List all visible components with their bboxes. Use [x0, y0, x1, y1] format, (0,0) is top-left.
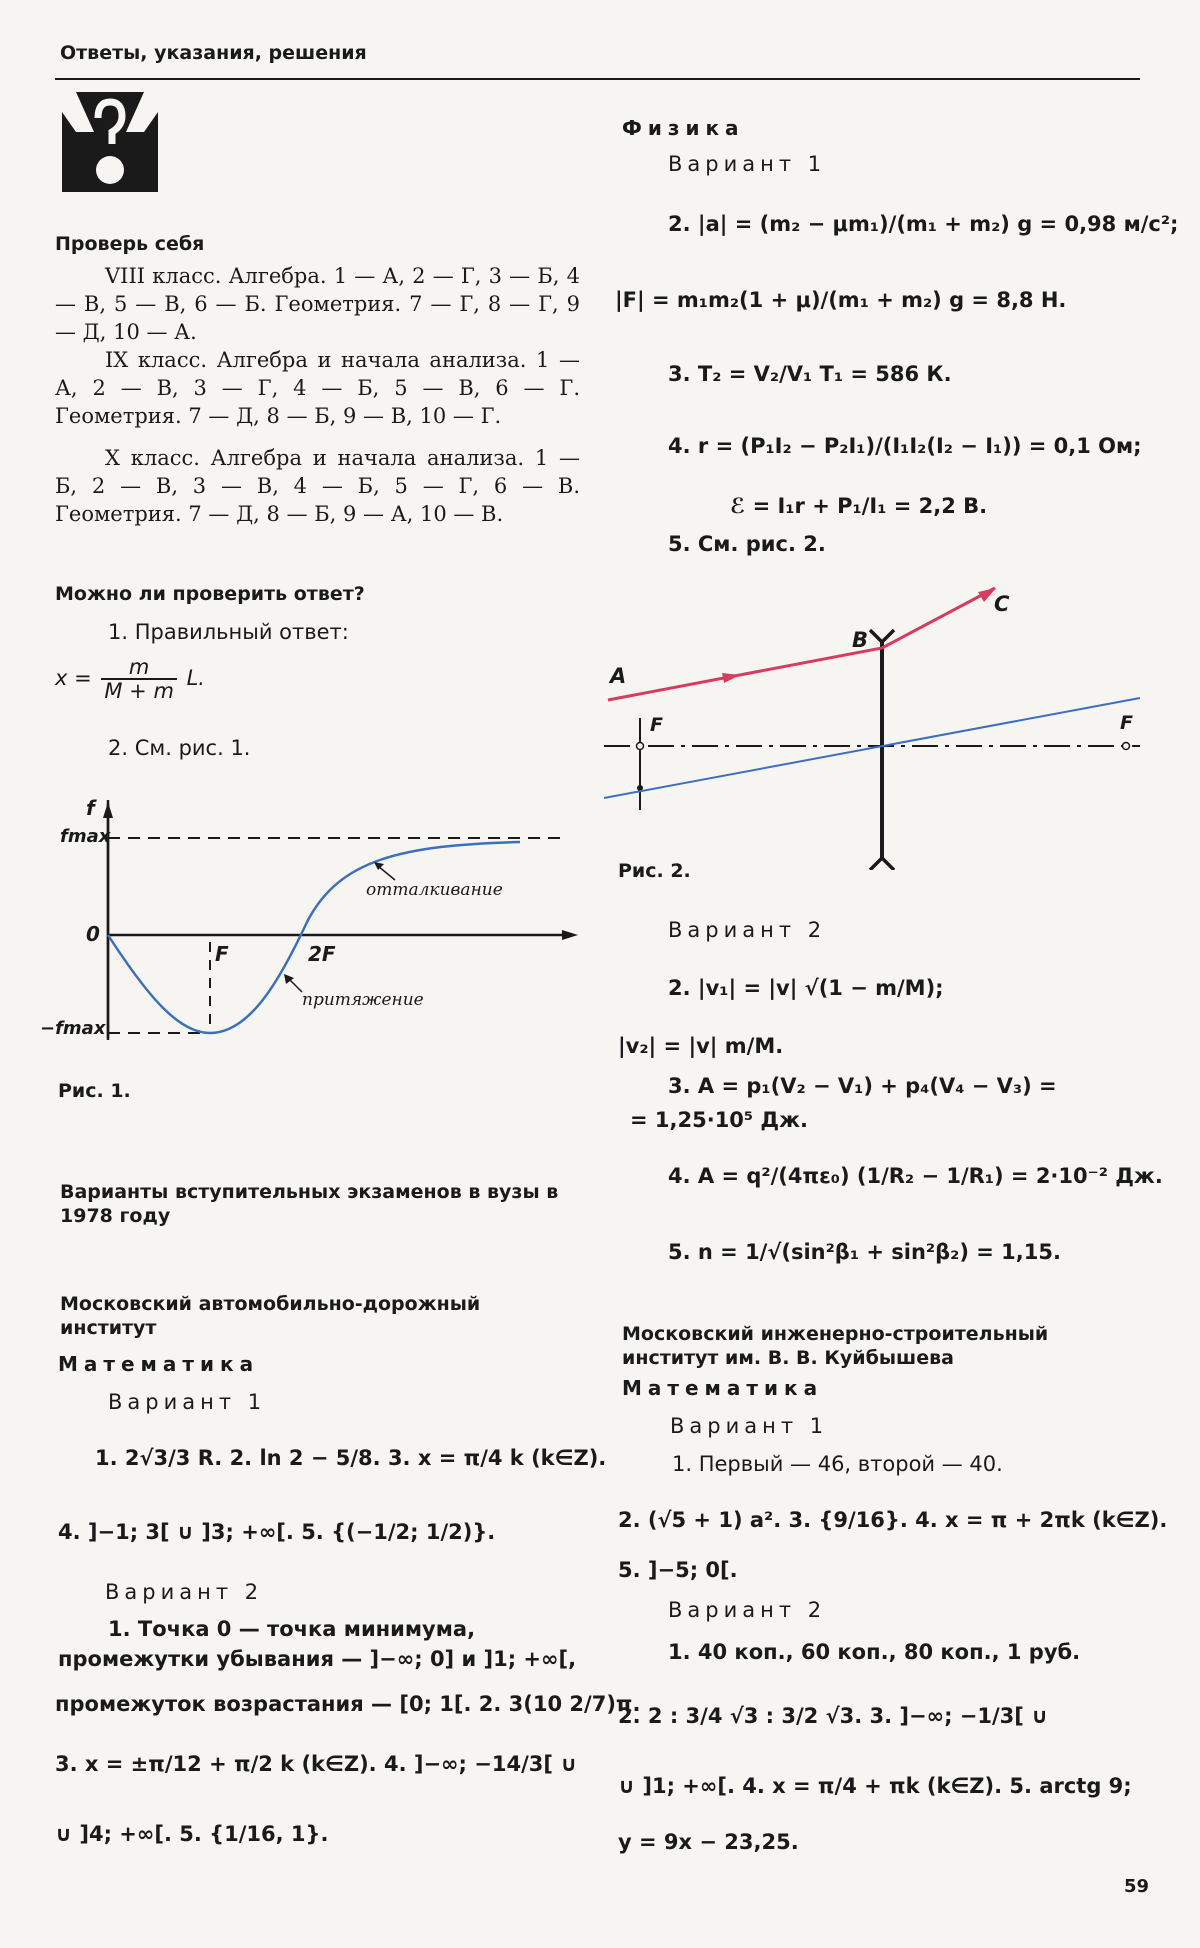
question-logo-icon: [62, 92, 158, 192]
fig2-label-C: C: [994, 592, 1010, 616]
misi-v1-line1: 1. Первый — 46, второй — 40.: [672, 1452, 1003, 1476]
verify-item-2: 2. См. рис. 1.: [108, 736, 251, 760]
madi-v2-line1: 1. Точка 0 — точка минимума, промежутки убывания — ]−∞; 0] и ]1; +∞[,: [58, 1617, 577, 1671]
madi-v1-title: Вариант 1: [108, 1390, 267, 1414]
physics-v1-f4: 4. r = (P₁I₂ − P₂I₁)/(I₁I₂(I₂ − I₁)) = 0,1 Ом;: [668, 434, 1142, 458]
madi-v1-line1: 1. 2√3/3 R. 2. ln 2 − 5/8. 3. x = π/4 k (k∈Z).: [95, 1446, 607, 1470]
madi-subject: Математика: [58, 1352, 260, 1376]
fig2-caption: Рис. 2.: [618, 860, 691, 882]
madi-v2-line3: 3. x = ±π/12 + π/2 k (k∈Z). 4. ]−∞; −14/3[ ∪: [55, 1752, 578, 1776]
misi-subject: Математика: [622, 1376, 824, 1400]
physics-subject: Физика: [622, 116, 745, 140]
page-number: 59: [1124, 1876, 1150, 1897]
physics-v1-f2: |F| = m₁m₂(1 + μ)/(m₁ + m₂) g = 8,8 Н.: [615, 288, 1067, 312]
verify-formula: x = $\frac{m}{M + m}$ L.: [55, 655, 205, 703]
madi-v2-line4: ∪ ]4; +∞[. 5. {1/16, 1}.: [55, 1822, 329, 1846]
check-heading: Проверь себя: [55, 233, 205, 255]
fig2-label-A: A: [610, 664, 627, 688]
misi-v1-line2: 2. (√5 + 1) a². 3. {9/16}. 4. x = π + 2πk (k∈Z).: [618, 1508, 1168, 1532]
madi-v2-title: Вариант 2: [105, 1580, 264, 1604]
misi-v2-line4: y = 9x − 23,25.: [618, 1830, 799, 1854]
fig1-axis-f: f: [86, 796, 95, 820]
physics-v1-f3: 3. T₂ = V₂/V₁ T₁ = 586 К.: [668, 362, 952, 386]
misi-heading: Московский инженерно-строительный институт им. В. В. Куйбышева: [622, 1323, 1049, 1369]
physics-v2-f2: |v₂| = |v| m/M.: [618, 1034, 784, 1058]
madi-v2-line2: промежуток возрастания — [0; 1[. 2. 3(10 2/7)π.: [55, 1692, 641, 1716]
misi-v2-line3: ∪ ]1; +∞[. 4. x = π/4 + πk (k∈Z). 5. arctg 9;: [618, 1774, 1132, 1798]
madi-v1-line2: 4. ]−1; 3[ ∪ ]3; +∞[. 5. {(−1/2; 1/2)}.: [58, 1520, 496, 1544]
figure-1-graph: [40, 800, 580, 1070]
misi-v2-line1: 1. 40 коп., 60 коп., 80 коп., 1 руб.: [668, 1640, 1081, 1664]
fig2-label-B: B: [852, 628, 869, 652]
misi-v1-line3: 5. ]−5; 0[.: [618, 1558, 738, 1582]
misi-v1-title: Вариант 1: [670, 1414, 829, 1438]
verify-heading: Можно ли проверить ответ?: [55, 583, 365, 605]
misi-v2-title: Вариант 2: [668, 1598, 827, 1622]
running-header: Ответы, указания, решения: [60, 42, 367, 64]
physics-v2-f1: 2. |v₁| = |v| √(1 − m/M);: [668, 976, 944, 1000]
check-grade-10: X класс. Алгебра и начала анализа. 1 — Б, 2 — В, 3 — В, 4 — Б, 5 — Г, 6 — В. Геометрия. 7 — Д, 8 — Б, 9 — А, 10 — В.: [55, 446, 580, 526]
exams-heading: Варианты вступительных экзаменов в вузы в 1978 году: [60, 1181, 559, 1227]
misi-v2-line2: 2. 2 : 3/4 √3 : 3/2 √3. 3. ]−∞; −1/3[ ∪: [618, 1704, 1049, 1728]
physics-v1-f1: 2. |a| = (m₂ − μm₁)/(m₁ + m₂) g = 0,98 м/с²;: [668, 212, 1179, 236]
fig1-2F: 2F: [308, 942, 336, 966]
fig1-neg-fmax: −fmax: [40, 1018, 106, 1039]
physics-v2-f3b: = 1,25·10⁵ Дж.: [630, 1108, 809, 1132]
figure-2-lens-diagram: [600, 570, 1160, 870]
fig1-attraction: притяжение: [302, 990, 424, 1010]
check-grade-8: VIII класс. Алгебра. 1 — А, 2 — Г, 3 — Б, 4 — В, 5 — В, 6 — Б. Геометрия. 7 — Г, 8 — Г, 9 — Д, 10 — А.: [55, 264, 580, 344]
fig2-label-F-right: F: [1120, 712, 1133, 734]
physics-v1-f5: ℰ = I₁r + P₁/I₁ = 2,2 В.: [730, 494, 988, 518]
check-grade-9: IX класс. Алгебра и начала анализа. 1 — А, 2 — В, 3 — Г, 4 — Б, 5 — В, 6 — Г. Геометрия. 7 — Д, 8 — Б, 9 — В, 10 — Г.: [55, 348, 580, 428]
physics-v2-f5: 5. n = 1/√(sin²β₁ + sin²β₂) = 1,15.: [668, 1240, 1061, 1264]
physics-v2-title: Вариант 2: [668, 918, 827, 942]
fig2-label-F-left: F: [650, 714, 663, 736]
madi-heading: Московский автомобильно-дорожный институт: [60, 1293, 481, 1339]
fig1-zero: 0: [86, 922, 100, 946]
header-rule: [55, 78, 1140, 80]
physics-v2-f4: 4. A = q²/(4πε₀) (1/R₂ − 1/R₁) = 2·10⁻² Дж.: [668, 1164, 1163, 1188]
verify-item-1: 1. Правильный ответ:: [108, 620, 349, 644]
fig1-fmax: fmax: [60, 826, 111, 847]
fig1-caption: Рис. 1.: [58, 1080, 131, 1102]
fig1-F: F: [215, 942, 229, 966]
physics-v2-f3a: 3. A = p₁(V₂ − V₁) + p₄(V₄ − V₃) =: [668, 1074, 1057, 1098]
fig1-repulsion: отталкивание: [366, 880, 503, 900]
physics-v1-f6: 5. См. рис. 2.: [668, 532, 826, 556]
physics-v1-title: Вариант 1: [668, 152, 827, 176]
